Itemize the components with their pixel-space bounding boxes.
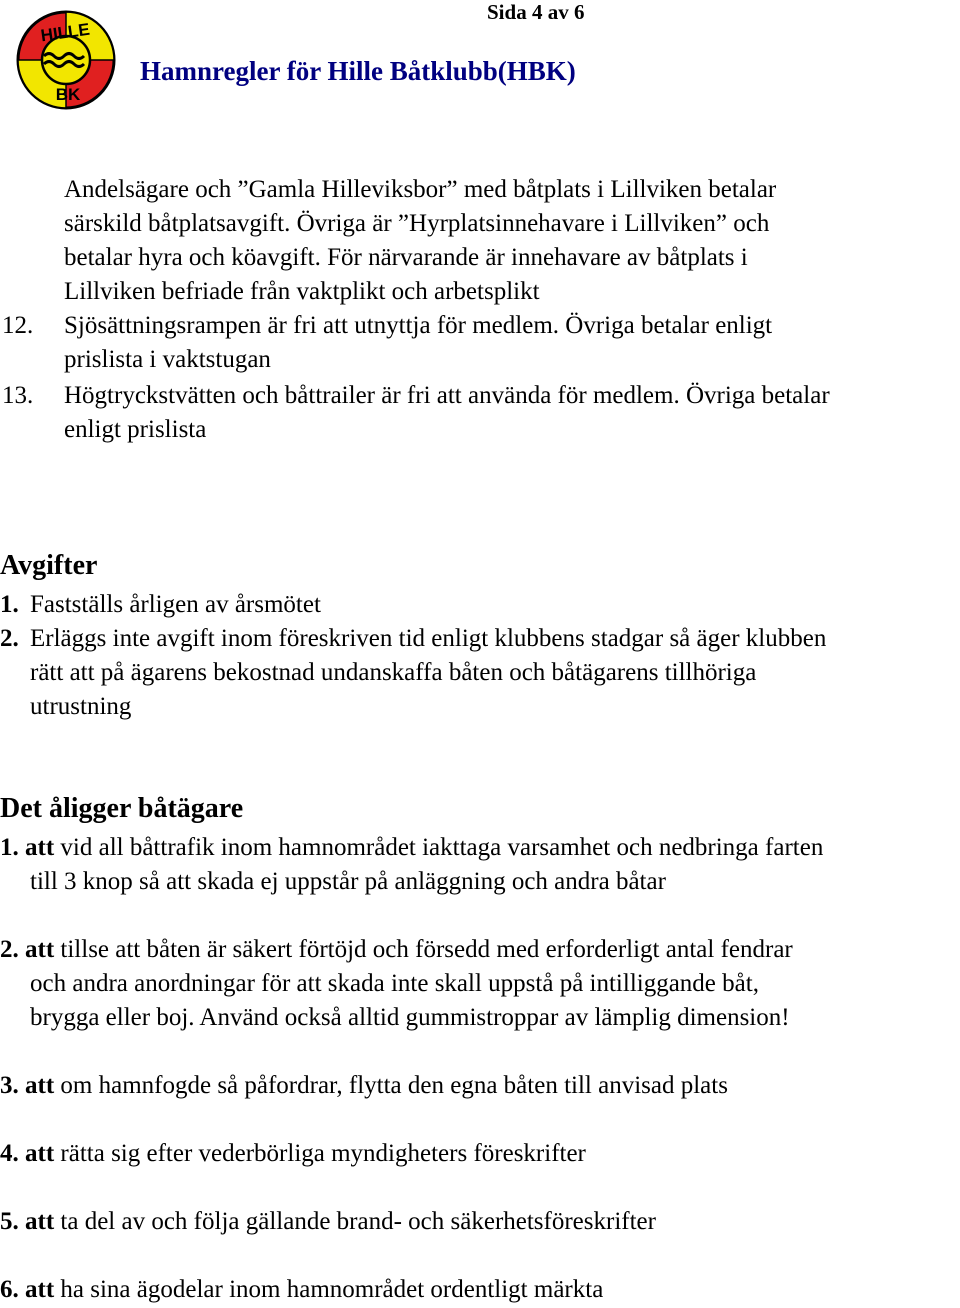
page-number: Sida 4 av 6: [487, 0, 585, 24]
fee-item-line: Erläggs inte avgift inom föreskriven tid enligt klubbens stadgar så äger klubben: [30, 625, 827, 652]
rule-line: Högtryckstvätten och båttrailer är fri att använda för medlem. Övriga betalar: [64, 382, 830, 409]
duty-item: 3. att om hamnfogde så påfordrar, flytta den egna båten till anvisad plats: [0, 1072, 728, 1099]
rule-line: prislista i vaktstugan: [64, 346, 271, 373]
rule-number: 12.: [2, 312, 34, 339]
life-ring-logo-icon: [12, 8, 120, 112]
section-heading-avgifter: Avgifter: [0, 550, 98, 581]
fee-item-number: 2.: [0, 625, 19, 652]
rule-line: enligt prislista: [64, 416, 207, 443]
fee-item-line: Fastställs årligen av årsmötet: [30, 591, 321, 618]
duty-item: 4. att rätta sig efter vederbörliga myndigheters föreskrifter: [0, 1140, 586, 1167]
duty-item-line: till 3 knop så att skada ej uppstår på anläggning och andra båtar: [30, 868, 666, 895]
club-logo: [12, 8, 120, 112]
logo-text-bottom: BK: [55, 85, 81, 104]
fee-item-line: utrustning: [30, 693, 132, 720]
rule-line: Sjösättningsrampen är fri att utnyttja för medlem. Övriga betalar enligt: [64, 312, 773, 339]
section-heading-aligger: Det åligger båtägare: [0, 793, 244, 824]
duty-item: 6. att ha sina ägodelar inom hamnområdet ordentligt märkta: [0, 1276, 604, 1303]
duty-item: 1. att vid all båttrafik inom hamnområdet iakttaga varsamhet och nedbringa farten: [0, 834, 824, 861]
fee-item-number: 1.: [0, 591, 19, 618]
document-title: Hamnregler för Hille Båtklubb(HBK): [140, 56, 576, 86]
fee-item-line: rätt att på ägarens bekostnad undanskaffa båten och båtägarens tillhöriga: [30, 659, 757, 686]
duty-item-line: och andra anordningar för att skada inte skall uppstå på intilliggande båt,: [30, 970, 759, 997]
intro-line: Andelsägare och ”Gamla Hilleviksbor” med båtplats i Lillviken betalar: [64, 176, 777, 203]
intro-line: särskild båtplatsavgift. Övriga är ”Hyrplatsinnehavare i Lillviken” och: [64, 210, 770, 237]
intro-line: Lillviken befriade från vaktplikt och arbetsplikt: [64, 278, 540, 305]
duty-item: 5. att ta del av och följa gällande brand- och säkerhetsföreskrifter: [0, 1208, 656, 1235]
logo-text-top: HILLE: [39, 19, 91, 46]
intro-line: betalar hyra och köavgift. För närvarande är innehavare av båtplats i: [64, 244, 748, 271]
duty-item: 2. att tillse att båten är säkert förtöjd och försedd med erforderligt antal fendrar: [0, 936, 793, 963]
duty-item-line: brygga eller boj. Använd också alltid gummistroppar av lämplig dimension!: [30, 1004, 790, 1031]
rule-number: 13.: [2, 382, 34, 409]
